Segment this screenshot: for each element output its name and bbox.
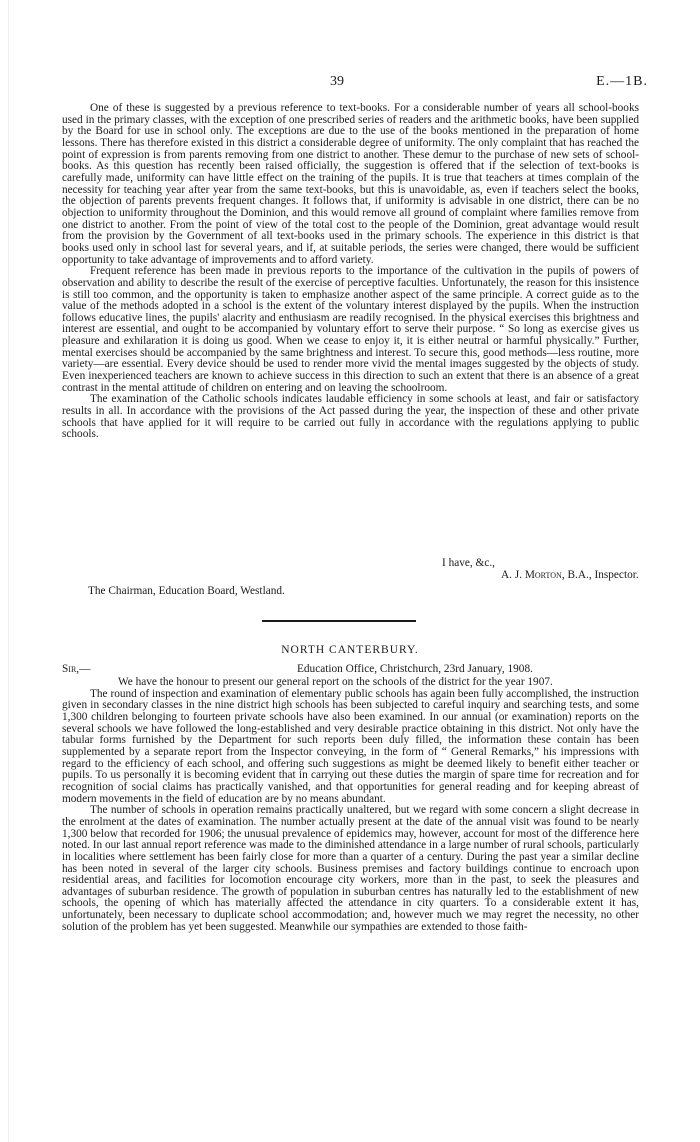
westland-signoff xyxy=(62,558,639,581)
section-divider xyxy=(262,620,416,622)
page-code: E.—1B. xyxy=(596,74,648,89)
signature-line xyxy=(62,570,639,582)
signature-name: A. J. Morton xyxy=(501,568,562,581)
addressee: The Chairman, Education Board, Westland. xyxy=(88,585,285,597)
salutation-row xyxy=(62,663,639,677)
paragraph-observation: Frequent reference has been made in previous reports to the importance of the cultivation in the pupils of powers of observation and ability to describe the result of the exercise of perceptive faculties. Unfortunately, the reason for this insistence is still too common, and the opportunity is taken to emphasize another aspect of the same principle. A correct guide as to the value of the methods adopted in a school is the extent of the voluntary interest displayed by the pupils. When the instruction follows educative lines, the pupils' alacrity and enthusiasm are readily recognised. In the physical exercises this brightness and interest are essential, and ought to be accompanied by voluntary effort to serve their purpose. “ So long as exercise gives us pleasure and exhilaration it is doing us good. When we cease to enjoy it, it is either neutral or harmful physically.” Further, mental exercises should be accompanied by the same brightness and interest. To secure this, good methods—less routine, more variety—are essential. Every device should be used to render more vivid the mental images suggested by the objects of study. Even inexperienced teachers are known to achieve success in this direction to such an extent that there is an absence of a great contrast in the mental attitude of children on entering and on leaving the schoolroom. xyxy=(62,265,639,394)
paragraph-catholic-schools: The examination of the Catholic schools indicates laudable efficiency in some schools at least, and fair or satisfactory results in all. In accordance with the provisions of the Act passed during the year, the inspection of these and other private schools that have applied for it will require to be carried out fully in accordance with the regulations applying to public schools. xyxy=(62,393,639,441)
westland-report-body xyxy=(62,103,639,441)
signature-title: , B.A., Inspector. xyxy=(561,568,639,581)
closing-line: I have, &c., xyxy=(442,557,496,569)
page-number: 39 xyxy=(330,74,344,89)
paragraph-inspection-round: The round of inspection and examination of elementary public schools has again been fully accomplished, the instruction given in secondary classes in the nine district high schools has been subjected to careful inquiry and searching tests, and some 1,300 children belonging to fourteen private schools have also been examined. In our annual (or examination) reports on the several schools we have followed the long-established and very desirable practice obtaining in this district. Not only have the tabular forms furnished by the Department for such reports been duly filled, the information these contain has been supplemented by a separate report from the Inspector conveying, in the form of “ General Remarks,” his impressions with regard to the efficiency of each school, and offering such suggestions as might be deemed likely to benefit either teacher or pupils. To us personally it is becoming evident that in carrying out these duties the margin of spare time for recreation and for recognition of social claims has practically vanished, and that opportunities for general reading and for keeping abreast of modern movements in the field of education are by no means abundant. xyxy=(62,687,639,805)
paragraph-enrolment: The number of schools in operation remains practically unaltered, but we regard with some concern a slight decrease in the enrolment at the dates of examination. The number actually present at the date of the annual visit was found to be nearly 1,300 below that recorded for 1906; the unusual prevalence of epidemics may, however, account for most of the difference here noted. In our last annual report reference was made to the diminished attendance in a large number of rural schools, particularly in localities where settlement has been fairly close for more than a quarter of a century. During the past year a similar decline has been noted in several of the larger city schools. Business premises and factory buildings continue to encroach upon residential areas, and facilities for locomotion encourage city workers, more than in the past, to seek the pleasures and advantages of suburban residence. The growth of population in suburban centres has naturally led to the establishment of new schools, the opening of which has materially affected the attendance in city quarters. To a considerable extent it has, unfortunately, been necessary to duplicate school accommodation; and, however much we may regret the necessity, no other solution of the problem has yet been suggested. Meanwhile our sympathies are extended to those faith- xyxy=(62,804,639,933)
north-canterbury-report-body xyxy=(62,677,639,933)
salutation: Sir,— xyxy=(62,663,91,675)
dateline: Education Office, Christchurch, 23rd January, 1908. xyxy=(297,663,533,675)
section-title: NORTH CANTERBURY. xyxy=(281,644,419,656)
scan-edge-line xyxy=(8,0,9,1142)
paragraph-text-books: One of these is suggested by a previous reference to text-books. For a considerable number of years all school-books used in the primary classes, with the exception of one prescribed series of readers and the arithmetic books, have been supplied by the Board for use in school only. The exceptions are due to the use of the books mentioned in the preparation of home lessons. There has therefore existed in this district a considerable degree of uniformity. The only complaint that has reached the point of expression is from parents removing from one district to another. These demur to the purchase of new sets of school-books. As this question has recently been raised officially, the suggestion is offered that if the selection of text-books is carefully made, uniformity can have little effect on the training of the pupils. It is true that teachers at times complain of the necessity for teaching year after year from the same text-books, but this is unavoidable, as, even if teachers select the books, the objection of parents prevents frequent changes. It follows that, if uniformity is advisable in one district, there can be no objection to uniformity throughout the Dominion, and this would remove all ground of complaint where families remove from one district to another. From the point of view of the total cost to the people of the Dominion, great advantage would result from the provision by the Government of all text-books used in the primary schools. The experience in this district is that books used only in school last for several years, and if, at suitable periods, the series were changed, there would be sufficient opportunity to take advantage of improvements and to afford variety. xyxy=(62,102,639,266)
page-header xyxy=(0,74,700,92)
intro-paragraph: We have the honour to present our general report on the schools of the district for the year 1907. xyxy=(118,676,553,688)
